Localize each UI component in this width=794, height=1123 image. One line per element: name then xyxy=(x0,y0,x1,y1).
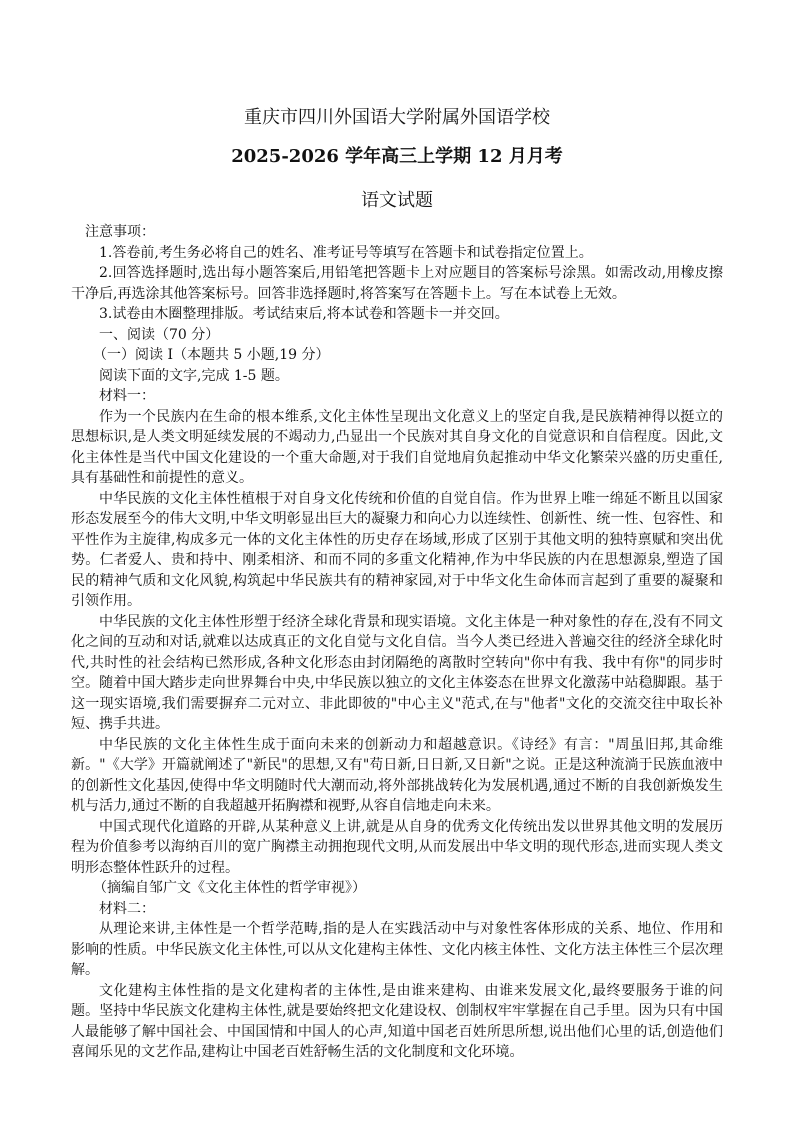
subject-title: 语文试题 xyxy=(361,190,433,211)
school-title: 重庆市四川外国语大学附属外国语学校 xyxy=(244,107,550,128)
material-1-paragraph-4: 中华民族的文化主体性生成于面向未来的创新动力和超越意识。《诗经》有言："周虽旧邦,其命维新。"《大学》开篇就阐述了"新民"的思想,又有"苟日新,日日新,又日新"之说。正是这种流淌于民族血液中的创新性文化基因,使得中华文明随时代大潮而动,将外部挑战转化为发展机遇,通过不断的自我创新焕发生机与活力,通过不断的自我超越开拓胸襟和视野,从容自信地走向未来。 xyxy=(71,736,723,814)
material-1-paragraph-1: 作为一个民族内在生命的根本维系,文化主体性呈现出文化意义上的坚定自我,是民族精神得以挺立的思想标识,是人类文明延续发展的不竭动力,凸显出一个民族对其自身文化的自觉意识和自信程度。因此,文化主体性是当代中国文化建设的一个重大命题,对于我们自觉地肩负起推动中华文化繁荣兴盛的历史重任,具有基础性和前提性的意义。 xyxy=(71,408,723,486)
material-1-paragraph-2: 中华民族的文化主体性植根于对自身文化传统和价值的自觉自信。作为世界上唯一绵延不断且以国家形态发展至今的伟大文明,中华文明彰显出巨大的凝聚力和向心力以连续性、创新性、统一性、包容性、和平性作为主旋律,构成多元一体的文化主体性的历史存在场域,形成了区别于其他文明的独特禀赋和突出优势。仁者爱人、贵和持中、刚柔相济、和而不同的多重文化精神,作为中华民族的内在思想源泉,塑造了国民的精神气质和文化风貌,构筑起中华民族共有的精神家园,对于中华文化生命体而言起到了重要的凝聚和引领作用。 xyxy=(71,490,723,609)
notice-item-3: 3.试卷由木圈整理排版。考试结束后,将本试卷和答题卡一并交回。 xyxy=(99,306,509,322)
material-1-source: （摘编自邹广文《文化主体性的哲学审视》） xyxy=(93,880,366,896)
material-2-paragraph-2: 文化建构主体性指的是文化建构者的主体性,是由谁来建构、由谁来发展文化,最终要服务于谁的问题。坚持中华民族文化建构主体性,就是要始终把文化建设权、创制权牢牢掌握在自己手里。因为只有中国人最能够了解中国社会、中国国情和中国人的心声,知道中国老百姓所思所想,说出他们心里的话,创造他们喜闻乐见的文艺作品,建构让中国老百姓舒畅生活的文化制度和文化环境。 xyxy=(71,982,723,1060)
material-2-paragraph-1: 从理论来讲,主体性是一个哲学范畴,指的是人在实践活动中与对象性客体形成的关系、地位、作用和影响的性质。中华民族文化主体性,可以从文化建构主体性、文化内核主体性、文化方法主体性三个层次理解。 xyxy=(71,921,723,978)
subsection-heading: （一）阅读 I（本题共 5 小题,19 分） xyxy=(93,347,330,363)
notice-heading: 注意事项： xyxy=(85,224,155,240)
exam-title: 2025-2026 学年高三上学期 12 月月考 xyxy=(231,146,563,167)
notice-item-2: 2.回答选择题时,选出每小题答案后,用铅笔把答题卡上对应题目的答案标号涂黑。如需改动,用橡皮擦干净后,再选涂其他答案标号。回答非选择题时,将答案写在答题卡上。写在本试卷上无效。 xyxy=(71,265,723,302)
material-1-label: 材料一： xyxy=(99,388,155,404)
material-2-label: 材料二： xyxy=(99,900,155,917)
exam-body xyxy=(71,222,723,1063)
section-heading: 一、阅读（70 分） xyxy=(99,326,220,343)
reading-instruction: 阅读下面的文字,完成 1-5 题。 xyxy=(99,367,289,384)
material-1-paragraph-5: 中国式现代化道路的开辟,从某种意义上讲,就是从自身的优秀文化传统出发以世界其他文明的发展历程为价值参考以海纳百川的宽广胸襟主动拥抱现代文明,从而发展出中华文明的现代形态,进而实现人类文明形态整体性跃升的过程。 xyxy=(71,818,723,876)
material-1-paragraph-3: 中华民族的文化主体性形塑于经济全球化背景和现实语境。文化主体是一种对象性的存在,没有不同文化之间的互动和对话,就难以达成真正的文化自觉与文化自信。当今人类已经进入普遍交往的经济全球化时代,共时性的社会结构已然形成,各种文化形态由封闭隔绝的离散时空转向"你中有我、我中有你"的同步时空。随着中国大踏步走向世界舞台中央,中华民族以独立的文化主体姿态在世界文化激荡中站稳脚跟。基于这一现实语境,我们需要摒弃二元对立、非此即彼的"中心主义"范式,在与"他者"文化的交流交往中取长补短、携手共进。 xyxy=(71,613,723,732)
notice-item-1: 1.答卷前,考生务必将自己的姓名、准考证号等填写在答题卡和试卷指定位置上。 xyxy=(99,244,593,261)
